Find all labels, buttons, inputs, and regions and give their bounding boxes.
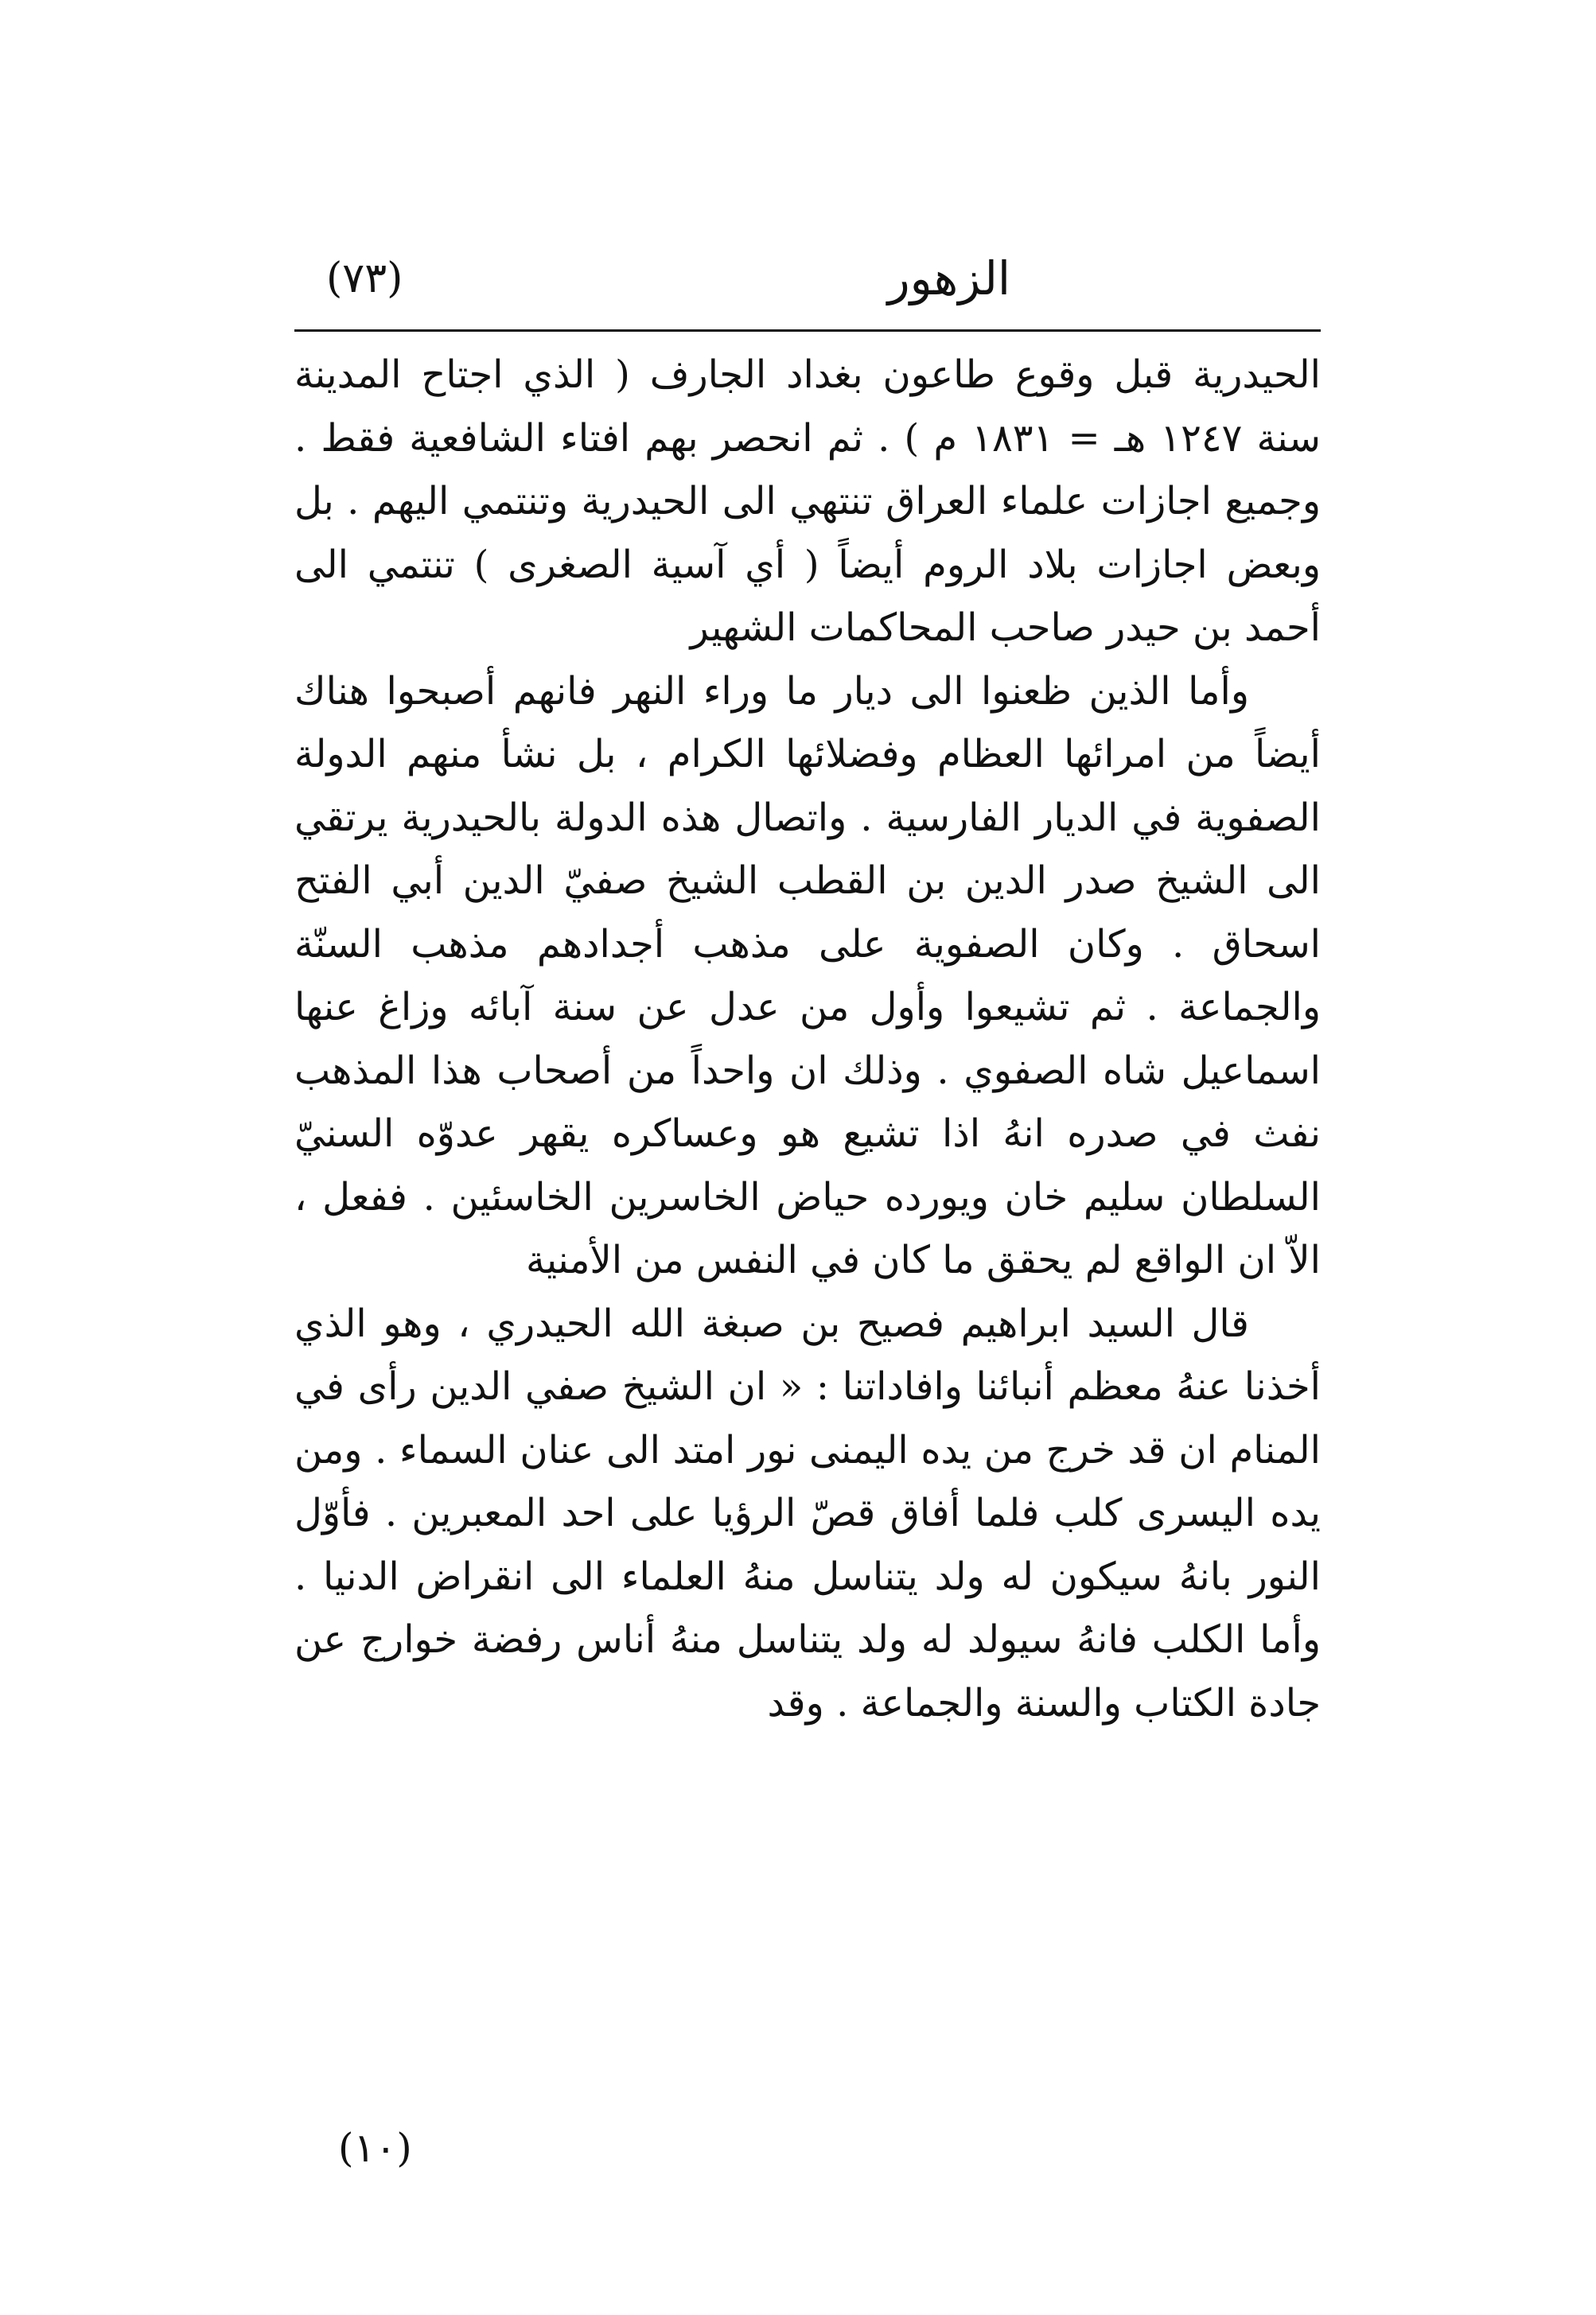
running-title: الزهور [887,251,1010,305]
signature-mark: (١٠) [338,2125,412,2171]
page-number: (٧٣) [326,255,403,302]
paragraph-continuation: الحيدرية قبل وقوع طاعون بغداد الجارف ( الذي اجتاح المدينة سنة ١٢٤٧ هـ = ١٨٣١ م ) . ثم انحصر بهم افتاء الشافعية فقط . وجميع اجازات علماء العراق تنتهي الى الحيدرية وتنتمي اليهم . بل وبعض اجازات بلاد الروم أيضاً ( أي آسية الصغرى ) تنتمي الى أحمد بن حيدر صاحب المحاكمات الشهير [294,352,1321,650]
paragraph-dream-narrative: قال السيد ابراهيم فصيح بن صبغة الله الحيدري ، وهو الذي أخذنا عنهُ معظم أنبائنا وافاداتنا : « ان الشيخ صفي الدين رأى في المنام ان قد خرج من يده اليمنى نور امتد الى عنان السماء . ومن يده اليسرى كلب فلما أفاق قصّ الرؤيا على احد المعبرين . فأوّل النور بانهُ سيكون له ولد يتناسل منهُ العلماء الى انقراض الدنيا . وأما الكلب فانهُ سيولد له ولد يتناسل منهُ أناس رفضة خوارج عن جادة الكتاب والسنة والجماعة . وقد [294,1301,1321,1726]
paragraph-safavid-dynasty: وأما الذين ظعنوا الى ديار ما وراء النهر فانهم أصبحوا هناك أيضاً من امرائها العظام وفضلائها الكرام ، بل نشأ منهم الدولة الصفوية في الديار الفارسية . واتصال هذه الدولة بالحيدرية يرتقي الى الشيخ صدر الدين بن القطب الشيخ صفيّ الدين أبي الفتح اسحاق . وكان الصفوية على مذهب أجدادهم مذهب السنّة والجماعة . ثم تشيعوا وأول من عدل عن سنة آبائه وزاغ عنها اسماعيل شاه الصفوي . وذلك ان واحداً من أصحاب هذا المذهب نفث في صدره انهُ اذا تشيع هو وعساكره يقهر عدوّه السنيّ السلطان سليم خان ويورده حياض الخاسرين الخاسئين . ففعل ، الاّ ان الواقع لم يحقق ما كان في النفس من الأمنية [294,668,1321,1282]
header-rule [294,329,1321,332]
page-header [294,239,1321,318]
body-text [294,344,1321,1735]
